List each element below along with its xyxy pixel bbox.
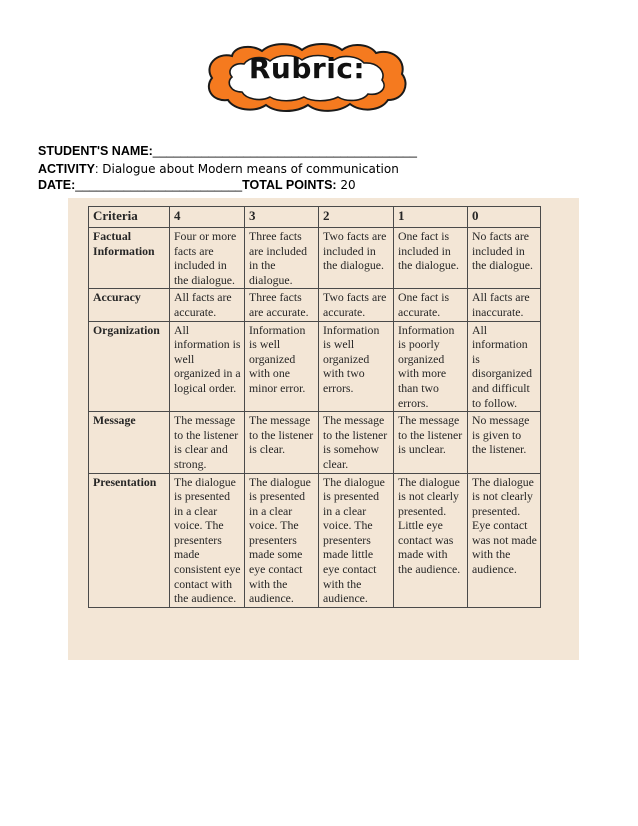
table-row [89,289,541,321]
table-cell: Two facts are included in the dialogue. [319,228,394,289]
table-cell: The dialogue is not clearly presented. Little eye contact was made with the audience. [394,473,468,607]
table-cell: All facts are accurate. [170,289,245,321]
table-cell: The dialogue is not clearly presented. Eye contact was not made with the audience. [468,473,541,607]
table-cell: The message to the listener is unclear. [394,412,468,473]
header-score-1: 1 [394,207,468,228]
date-blank: ________________________ [75,178,243,192]
criteria-cell: Organization [89,321,170,412]
header-score-4: 4 [170,207,245,228]
criteria-cell: Factual Information [89,228,170,289]
table-cell: One fact is included in the dialogue. [394,228,468,289]
student-name-blank: ______________________________________ [152,144,417,158]
table-cell: Information is well organized with two errors. [319,321,394,412]
date-label: DATE: [38,178,76,192]
header-score-0: 0 [468,207,541,228]
student-name-line [38,144,417,158]
table-row [89,228,541,289]
rubric-image-panel [68,198,579,660]
rubric-table [88,206,541,608]
table-row [89,321,541,412]
activity-separator: : [94,162,99,176]
table-row [89,473,541,607]
criteria-cell: Presentation [89,473,170,607]
table-cell: The dialogue is presented in a clear voice. The presenters made consistent eye contact with the audience. [170,473,245,607]
table-cell: Three facts are included in the dialogue. [245,228,319,289]
table-row [89,412,541,473]
table-cell: The dialogue is presented in a clear voice. The presenters made some eye contact with the audience. [245,473,319,607]
page-title: Rubric: [248,52,366,85]
activity-line [38,162,399,176]
table-cell: All information is disorganized and difficult to follow. [468,321,541,412]
table-cell: Four or more facts are included in the dialogue. [170,228,245,289]
table-cell: No facts are included in the dialogue. [468,228,541,289]
table-cell: The message to the listener is clear. [245,412,319,473]
header-score-3: 3 [245,207,319,228]
header-criteria: Criteria [89,207,170,228]
total-points-label: TOTAL POINTS: [242,178,337,192]
table-cell: Two facts are accurate. [319,289,394,321]
table-cell: No message is given to the listener. [468,412,541,473]
rubric-header-row [89,207,541,228]
activity-value: Dialogue about Modern means of communication [98,162,399,176]
table-cell: The message to the listener is somehow clear. [319,412,394,473]
table-cell: All information is well organized in a logical order. [170,321,245,412]
table-cell: Information is poorly organized with more than two errors. [394,321,468,412]
table-cell: Three facts are accurate. [245,289,319,321]
criteria-cell: Accuracy [89,289,170,321]
date-line [38,178,356,192]
activity-label: ACTIVITY [38,162,95,176]
table-cell: The message to the listener is clear and strong. [170,412,245,473]
student-name-label: STUDENT'S NAME: [38,144,153,158]
table-cell: Information is well organized with one minor error. [245,321,319,412]
criteria-cell: Message [89,412,170,473]
header-score-2: 2 [319,207,394,228]
table-cell: All facts are inaccurate. [468,289,541,321]
title-badge [204,42,410,114]
total-points-value: 20 [336,178,356,192]
table-cell: One fact is accurate. [394,289,468,321]
table-cell: The dialogue is presented in a clear voice. The presenters made little eye contact with the audience. [319,473,394,607]
